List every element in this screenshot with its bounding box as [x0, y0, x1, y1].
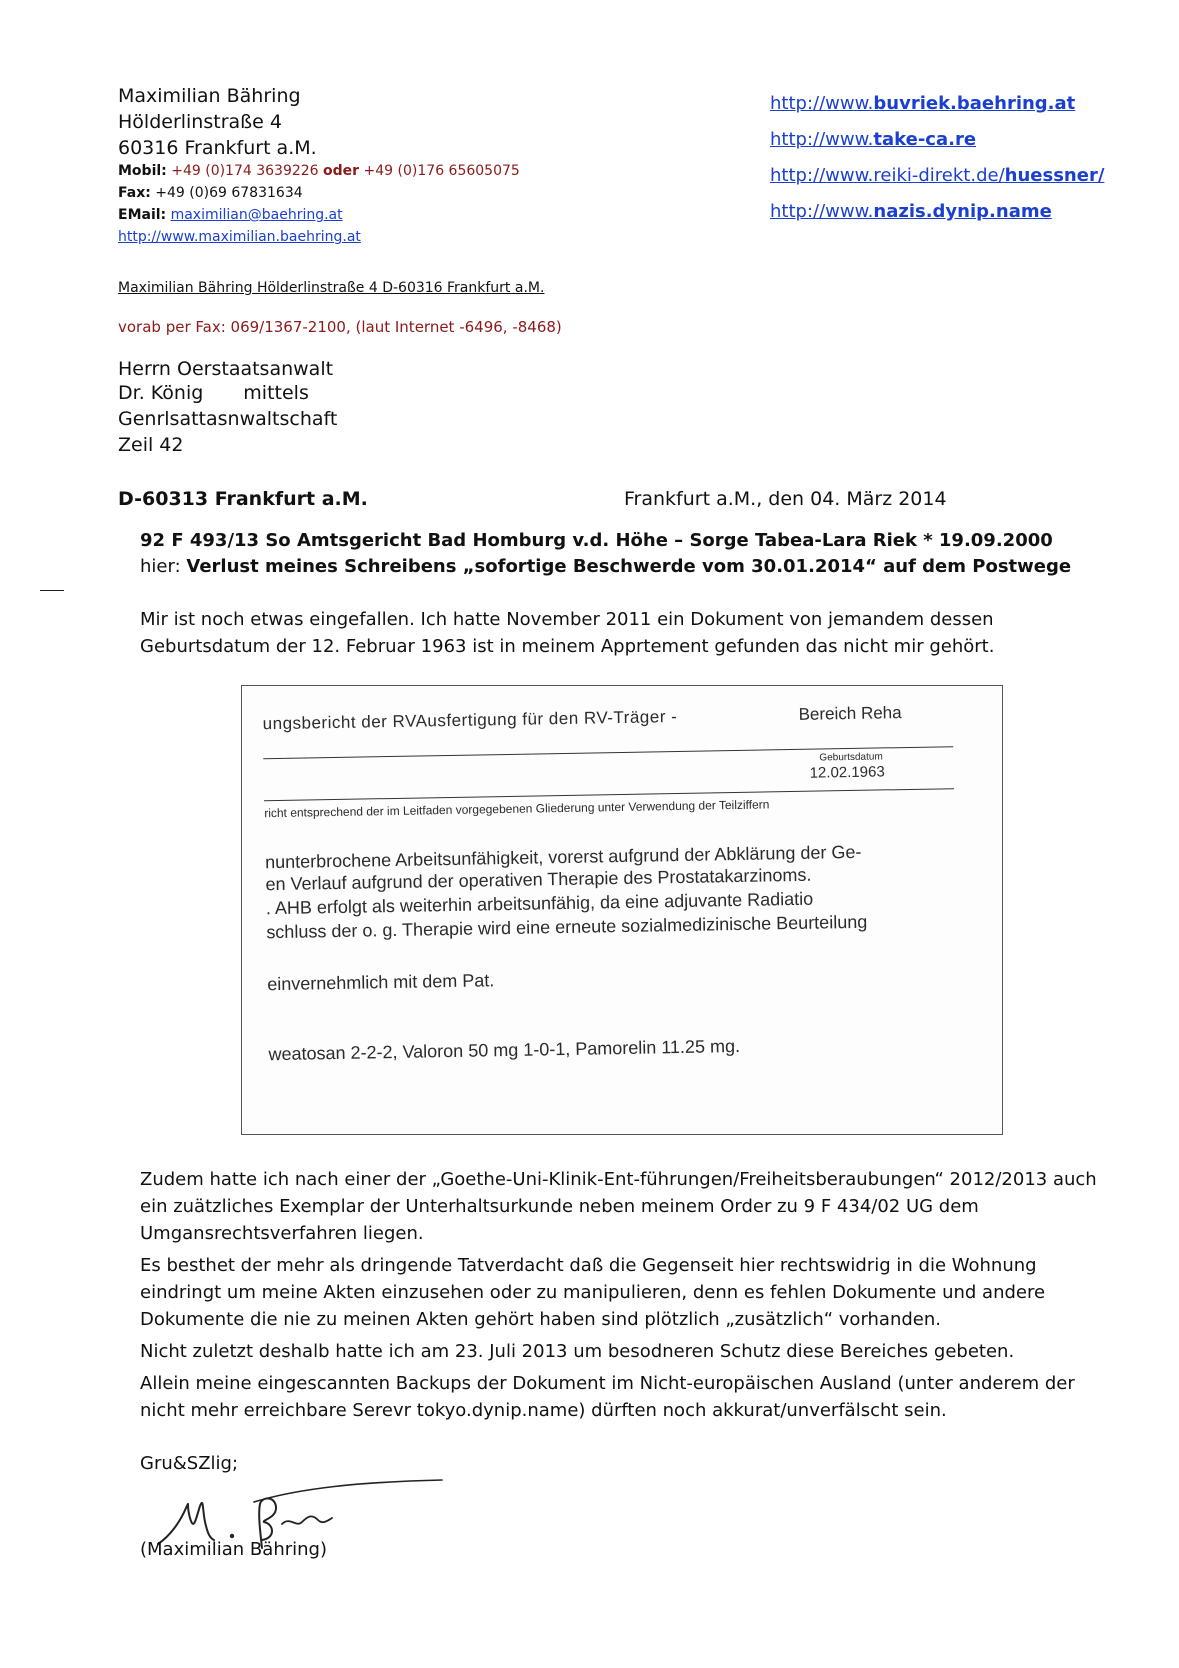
email-label: EMail: [118, 207, 167, 223]
return-address: Maximilian Bähring Hölderlinstraße 4 D-60316 Frankfurt a.M. [118, 280, 545, 296]
recipient-line-3: Genrlsattasnwaltschaft [118, 408, 338, 430]
scan-header: ungsbericht der RVAusfertigung für den RV-Träger - [262, 707, 678, 734]
scan-line-2: en Verlauf aufgrund der operativen Therapie des Prostatakarzinoms. [265, 864, 812, 895]
fax-label: Fax: [118, 185, 151, 201]
paragraph-2: Zudem hatte ich nach einer der „Goethe-Uni-Klinik-Ent-führungen/Freiheitsberaubungen“ 2012/2013 auch ein zuätzliches Exemplar der Unterhaltsurkunde neben meinem Order zu 9 F 434/02 UG dem Umgansrechtsverfahren liegen. [140, 1169, 1097, 1244]
scan-bereich: Bereich Reha [798, 703, 902, 724]
sender-city: 60316 Frankfurt a.M. [118, 137, 317, 159]
link-reiki[interactable]: http://www.reiki-direkt.de/huessner/ [770, 165, 1105, 186]
subject-line-1: 92 F 493/13 So Amtsgericht Bad Homburg v.d. Höhe – Sorge Tabea-Lara Riek * 19.09.2000 [140, 530, 1053, 551]
link-buvriek[interactable]: http://www.buvriek.baehring.at [770, 93, 1076, 114]
sender-street: Hölderlinstraße 4 [118, 111, 282, 133]
email-link[interactable]: maximilian@baehring.at [170, 207, 343, 223]
scanned-document-excerpt [241, 685, 1003, 1135]
sender-name: Maximilian Bähring [118, 85, 301, 107]
scan-line-3: . AHB erfolgt als weiterhin arbeitsunfähig, da eine adjuvante Radiatio [265, 888, 814, 919]
link-nazis[interactable]: http://www.nazis.dynip.name [770, 201, 1052, 222]
mobil-number-2: +49 (0)176 65605075 [363, 163, 520, 179]
subject-line-2: hier: Verlust meines Schreibens „sofortige Beschwerde vom 30.01.2014“ auf dem Postwege [140, 556, 1072, 577]
oder-text: oder [323, 163, 360, 179]
scan-geburtsdatum-label: Geburtsdatum [819, 751, 883, 764]
website-link[interactable]: http://www.maximilian.baehring.at [118, 229, 361, 245]
paragraph-4: Nicht zuletzt deshalb hatte ich am 23. Juli 2013 um besodneren Schutz diese Bereiches gebeten. [140, 1341, 1015, 1362]
scan-note: richt entsprechend der im Leitfaden vorgegebenen Gliederung unter Verwendung der Teilziffern [264, 797, 770, 821]
fax-number: +49 (0)69 67831634 [155, 185, 303, 201]
link-take-care[interactable]: http://www.take-ca.re [770, 129, 977, 150]
sender-website [118, 226, 361, 248]
date-line: Frankfurt a.M., den 04. März 2014 [624, 488, 947, 510]
recipient-city: D-60313 Frankfurt a.M. [118, 488, 368, 510]
scan-medication: weatosan 2-2-2, Valoron 50 mg 1-0-1, Pamorelin 11.25 mg. [268, 1035, 741, 1065]
scan-geburtsdatum: 12.02.1963 [809, 763, 885, 782]
scan-line-4: schluss der o. g. Therapie wird eine erneute sozialmedizinische Beurteilung [266, 911, 868, 943]
mobil-label: Mobil: [118, 163, 167, 179]
paragraph-5: Allein meine eingescannten Backups der Dokument im Nicht-europäischen Ausland (unter anderem der nicht mehr erreichbare Serevr tokyo.dynip.name) dürften noch akkurat/unverfälscht sein. [140, 1373, 1075, 1421]
recipient-line-2: Dr. König mittels [118, 382, 309, 404]
paragraph-3: Es besthet der mehr als dringende Tatverdacht daß die Gegenseit hier rechtswidrig in die Wohnung eindringt um meine Akten einzusehen oder zu manipulieren, denn es fehlen Dokumente und andere Dokumente die nie zu meinen Akten gehört haben sind plötzlich „zusätzlich“ vorhanden. [140, 1255, 1046, 1330]
sender-mobile [118, 160, 520, 182]
recipient-line-1: Herrn Oerstaatsanwalt [118, 358, 334, 380]
margin-mark [40, 590, 64, 591]
closing-greeting: Gru&SZlig; [140, 1453, 239, 1474]
paragraph-1: Mir ist noch etwas eingefallen. Ich hatte November 2011 ein Dokument von jemandem dessen Geburtsdatum der 12. Februar 1963 ist in meinem Apprtement gefunden das nicht mir gehört. [140, 609, 995, 657]
scan-line-5: einvernehmlich mit dem Pat. [267, 970, 495, 995]
sender-email [118, 204, 343, 226]
sender-fax [118, 182, 303, 204]
scan-line-1: nunterbrochene Arbeitsunfähigkeit, vorerst aufgrund der Abklärung der Ge- [264, 841, 862, 873]
fax-note: vorab per Fax: 069/1367-2100, (laut Internet -6496, -8468) [118, 318, 562, 336]
recipient-line-4: Zeil 42 [118, 434, 184, 456]
mobil-number-1: +49 (0)174 3639226 [171, 163, 319, 179]
signature-name: (Maximilian Bähring) [140, 1539, 327, 1560]
